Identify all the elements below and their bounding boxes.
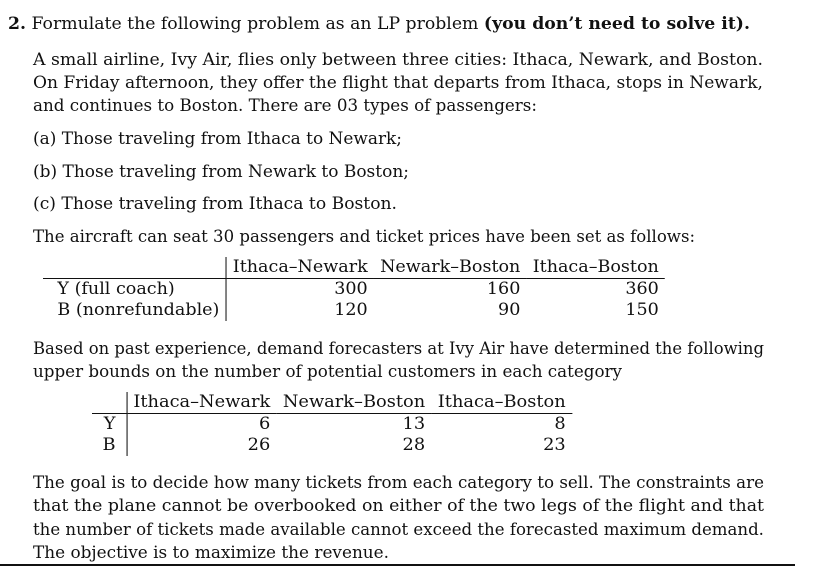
demand-table bbox=[92, 392, 572, 456]
price-table-cell: 160 bbox=[486, 279, 521, 299]
paragraph1-line-3: and continues to Boston. There are 03 types of passengers: bbox=[33, 96, 538, 116]
demand-table-cell: 23 bbox=[543, 435, 566, 455]
demand-table-row-label: B bbox=[92, 435, 127, 456]
price-table bbox=[43, 257, 665, 321]
demand-table-cell: 6 bbox=[258, 414, 271, 434]
seat-sentence: The aircraft can seat 30 passengers and ticket prices have been set as follows: bbox=[33, 227, 696, 247]
problem-intro: Formulate the following problem as an LP problem bbox=[31, 14, 479, 34]
paragraph1-line-1: A small airline, Ivy Air, flies only between three cities: Ithaca, Newark, and Boston. bbox=[33, 50, 764, 70]
paragraph2-line-1: Based on past experience, demand forecasters at Ivy Air have determined the following bbox=[33, 339, 764, 359]
demand-table-corner bbox=[92, 392, 127, 414]
paragraph1-line-2: On Friday afternoon, they offer the flight that departs from Ithaca, stops in Newark, bbox=[33, 73, 763, 93]
demand-table-header: Newark–Boston bbox=[277, 392, 432, 414]
passenger-type-a: (a) Those traveling from Ithaca to Newark; bbox=[33, 129, 403, 149]
demand-table-cell: 8 bbox=[554, 414, 566, 434]
passenger-type-b: (b) Those traveling from Newark to Boston; bbox=[33, 162, 409, 182]
problem-number: 2. bbox=[8, 14, 27, 34]
price-table-header-row bbox=[43, 257, 665, 279]
demand-table-header: Ithaca–Newark bbox=[127, 392, 277, 414]
demand-table-cell: 26 bbox=[247, 435, 271, 455]
paragraph3-line-2: that the plane cannot be overbooked on either of the two legs of the flight and that bbox=[33, 496, 765, 516]
problem-intro-bold: (you don’t need to solve it). bbox=[483, 14, 750, 34]
price-table-row bbox=[43, 279, 665, 301]
demand-table-header-row bbox=[92, 392, 572, 414]
demand-table-row-label: Y bbox=[92, 414, 127, 436]
price-table-row-label: B (nonrefundable) bbox=[43, 300, 226, 321]
passenger-type-c: (c) Those traveling from Ithaca to Boston. bbox=[33, 194, 398, 214]
price-table-corner bbox=[43, 257, 226, 279]
price-table-cell: 150 bbox=[625, 300, 659, 320]
price-table-row bbox=[43, 300, 665, 321]
demand-table-cell: 13 bbox=[402, 414, 426, 434]
paragraph2-line-2: upper bounds on the number of potential customers in each category bbox=[33, 362, 622, 382]
price-table-header: Ithaca–Newark bbox=[226, 257, 374, 279]
demand-table-row bbox=[92, 435, 572, 456]
demand-table-row bbox=[92, 414, 572, 436]
price-table-cell: 90 bbox=[498, 300, 521, 320]
problem-heading bbox=[8, 13, 750, 35]
paragraph3-line-4: The objective is to maximize the revenue. bbox=[33, 543, 390, 563]
price-table-header: Newark–Boston bbox=[374, 257, 527, 279]
price-table-row-label: Y (full coach) bbox=[43, 279, 226, 301]
demand-table-cell: 28 bbox=[402, 435, 426, 455]
price-table-header: Ithaca–Boston bbox=[527, 257, 665, 279]
paragraph3-line-3: the number of tickets made available cannot exceed the forecasted maximum demand. bbox=[33, 520, 764, 540]
demand-table-header: Ithaca–Boston bbox=[431, 392, 572, 414]
price-table-cell: 300 bbox=[334, 279, 368, 299]
price-table-cell: 120 bbox=[334, 300, 368, 320]
price-table-cell: 360 bbox=[625, 279, 659, 299]
paragraph3-line-1: The goal is to decide how many tickets from each category to sell. The constraints are bbox=[33, 473, 764, 493]
